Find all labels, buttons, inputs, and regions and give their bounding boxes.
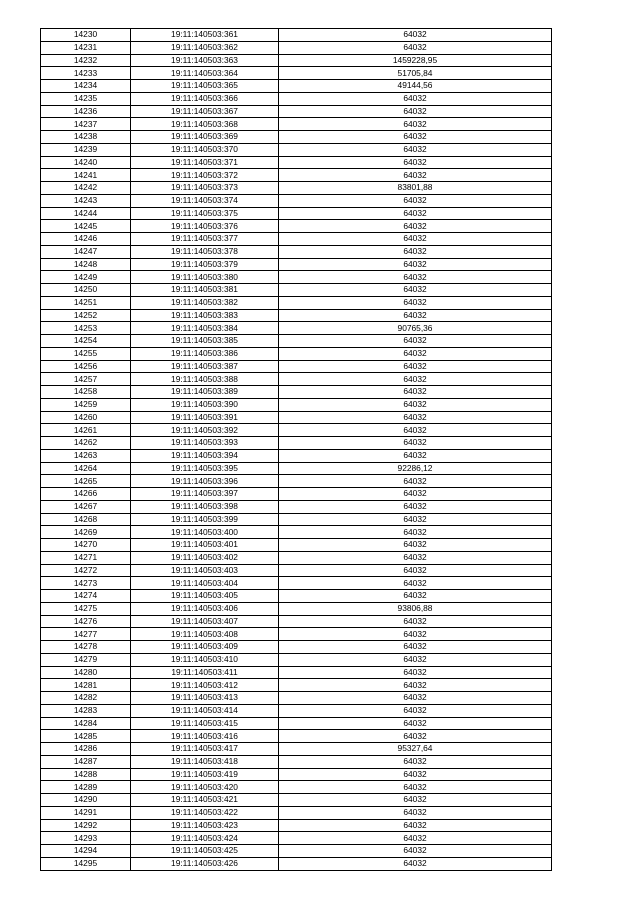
table-row [41, 105, 552, 118]
row-value-cell: 64032 [279, 194, 552, 207]
table-row [41, 271, 552, 284]
row-timestamp-cell: 19:11:140503:419 [131, 768, 279, 781]
row-value-cell: 64032 [279, 717, 552, 730]
row-id-cell: 14278 [41, 641, 131, 654]
row-value-cell: 64032 [279, 398, 552, 411]
row-value-cell: 64032 [279, 845, 552, 858]
table-row [41, 373, 552, 386]
row-value-cell: 64032 [279, 781, 552, 794]
row-id-cell: 14294 [41, 845, 131, 858]
row-timestamp-cell: 19:11:140503:401 [131, 539, 279, 552]
row-timestamp-cell: 19:11:140503:365 [131, 80, 279, 93]
row-value-cell: 64032 [279, 169, 552, 182]
row-id-cell: 14253 [41, 322, 131, 335]
row-value-cell: 64032 [279, 296, 552, 309]
row-timestamp-cell: 19:11:140503:366 [131, 92, 279, 105]
row-timestamp-cell: 19:11:140503:415 [131, 717, 279, 730]
row-id-cell: 14291 [41, 806, 131, 819]
table-row [41, 347, 552, 360]
row-timestamp-cell: 19:11:140503:418 [131, 755, 279, 768]
row-value-cell: 83801,88 [279, 182, 552, 195]
row-id-cell: 14285 [41, 730, 131, 743]
row-id-cell: 14265 [41, 475, 131, 488]
row-id-cell: 14250 [41, 284, 131, 297]
table-row [41, 526, 552, 539]
row-timestamp-cell: 19:11:140503:375 [131, 207, 279, 220]
table-row [41, 437, 552, 450]
table-row [41, 679, 552, 692]
row-value-cell: 64032 [279, 564, 552, 577]
row-value-cell: 64032 [279, 220, 552, 233]
row-value-cell: 93806,88 [279, 602, 552, 615]
row-timestamp-cell: 19:11:140503:411 [131, 666, 279, 679]
row-timestamp-cell: 19:11:140503:381 [131, 284, 279, 297]
table-row [41, 284, 552, 297]
row-value-cell: 64032 [279, 794, 552, 807]
row-id-cell: 14235 [41, 92, 131, 105]
row-timestamp-cell: 19:11:140503:412 [131, 679, 279, 692]
table-row [41, 462, 552, 475]
row-value-cell: 64032 [279, 819, 552, 832]
row-timestamp-cell: 19:11:140503:407 [131, 615, 279, 628]
row-value-cell: 1459228,95 [279, 54, 552, 67]
table-row [41, 666, 552, 679]
table-row [41, 143, 552, 156]
table-row [41, 92, 552, 105]
row-value-cell: 64032 [279, 233, 552, 246]
row-timestamp-cell: 19:11:140503:413 [131, 692, 279, 705]
table-body [41, 29, 552, 871]
row-timestamp-cell: 19:11:140503:399 [131, 513, 279, 526]
table-row [41, 169, 552, 182]
row-value-cell: 64032 [279, 92, 552, 105]
row-id-cell: 14246 [41, 233, 131, 246]
row-id-cell: 14292 [41, 819, 131, 832]
row-id-cell: 14240 [41, 156, 131, 169]
row-id-cell: 14286 [41, 743, 131, 756]
row-value-cell: 95327,64 [279, 743, 552, 756]
row-timestamp-cell: 19:11:140503:368 [131, 118, 279, 131]
row-id-cell: 14255 [41, 347, 131, 360]
row-value-cell: 64032 [279, 526, 552, 539]
row-id-cell: 14248 [41, 258, 131, 271]
row-value-cell: 64032 [279, 105, 552, 118]
table-row [41, 781, 552, 794]
table-row [41, 182, 552, 195]
row-timestamp-cell: 19:11:140503:403 [131, 564, 279, 577]
row-value-cell: 64032 [279, 271, 552, 284]
table-row [41, 220, 552, 233]
row-value-cell: 64032 [279, 730, 552, 743]
row-value-cell: 64032 [279, 488, 552, 501]
row-timestamp-cell: 19:11:140503:391 [131, 411, 279, 424]
row-timestamp-cell: 19:11:140503:409 [131, 641, 279, 654]
row-id-cell: 14282 [41, 692, 131, 705]
row-timestamp-cell: 19:11:140503:404 [131, 577, 279, 590]
row-id-cell: 14245 [41, 220, 131, 233]
row-id-cell: 14230 [41, 29, 131, 42]
row-timestamp-cell: 19:11:140503:408 [131, 628, 279, 641]
row-timestamp-cell: 19:11:140503:363 [131, 54, 279, 67]
row-timestamp-cell: 19:11:140503:424 [131, 832, 279, 845]
row-timestamp-cell: 19:11:140503:377 [131, 233, 279, 246]
row-id-cell: 14279 [41, 653, 131, 666]
row-id-cell: 14252 [41, 309, 131, 322]
table-row [41, 131, 552, 144]
row-timestamp-cell: 19:11:140503:414 [131, 704, 279, 717]
row-value-cell: 64032 [279, 806, 552, 819]
row-value-cell: 64032 [279, 704, 552, 717]
row-id-cell: 14257 [41, 373, 131, 386]
table-row [41, 156, 552, 169]
row-timestamp-cell: 19:11:140503:426 [131, 857, 279, 870]
row-value-cell: 64032 [279, 539, 552, 552]
row-timestamp-cell: 19:11:140503:420 [131, 781, 279, 794]
row-id-cell: 14251 [41, 296, 131, 309]
row-value-cell: 64032 [279, 284, 552, 297]
table-row [41, 296, 552, 309]
row-timestamp-cell: 19:11:140503:385 [131, 335, 279, 348]
table-row [41, 207, 552, 220]
row-timestamp-cell: 19:11:140503:361 [131, 29, 279, 42]
row-id-cell: 14259 [41, 398, 131, 411]
row-id-cell: 14263 [41, 449, 131, 462]
row-timestamp-cell: 19:11:140503:384 [131, 322, 279, 335]
row-timestamp-cell: 19:11:140503:406 [131, 602, 279, 615]
row-id-cell: 14290 [41, 794, 131, 807]
row-timestamp-cell: 19:11:140503:392 [131, 424, 279, 437]
table-row [41, 398, 552, 411]
row-timestamp-cell: 19:11:140503:380 [131, 271, 279, 284]
table-row [41, 551, 552, 564]
row-value-cell: 64032 [279, 768, 552, 781]
row-value-cell: 64032 [279, 207, 552, 220]
row-value-cell: 64032 [279, 679, 552, 692]
row-id-cell: 14249 [41, 271, 131, 284]
row-value-cell: 64032 [279, 666, 552, 679]
row-timestamp-cell: 19:11:140503:417 [131, 743, 279, 756]
row-value-cell: 64032 [279, 449, 552, 462]
table-row [41, 118, 552, 131]
data-table [40, 28, 552, 871]
row-value-cell: 90765,36 [279, 322, 552, 335]
row-id-cell: 14264 [41, 462, 131, 475]
row-timestamp-cell: 19:11:140503:370 [131, 143, 279, 156]
row-value-cell: 64032 [279, 335, 552, 348]
row-id-cell: 14231 [41, 41, 131, 54]
row-id-cell: 14244 [41, 207, 131, 220]
table-row [41, 794, 552, 807]
row-timestamp-cell: 19:11:140503:371 [131, 156, 279, 169]
table-row [41, 539, 552, 552]
table-row [41, 67, 552, 80]
row-id-cell: 14288 [41, 768, 131, 781]
row-timestamp-cell: 19:11:140503:397 [131, 488, 279, 501]
row-value-cell: 64032 [279, 641, 552, 654]
table-row [41, 194, 552, 207]
row-value-cell: 92286,12 [279, 462, 552, 475]
table-row [41, 692, 552, 705]
row-value-cell: 49144,56 [279, 80, 552, 93]
table-row [41, 233, 552, 246]
table-row [41, 628, 552, 641]
row-value-cell: 64032 [279, 577, 552, 590]
table-row [41, 768, 552, 781]
row-timestamp-cell: 19:11:140503:379 [131, 258, 279, 271]
table-row [41, 488, 552, 501]
row-id-cell: 14266 [41, 488, 131, 501]
table-row [41, 819, 552, 832]
row-timestamp-cell: 19:11:140503:395 [131, 462, 279, 475]
row-timestamp-cell: 19:11:140503:374 [131, 194, 279, 207]
row-timestamp-cell: 19:11:140503:389 [131, 386, 279, 399]
row-id-cell: 14238 [41, 131, 131, 144]
row-value-cell: 64032 [279, 832, 552, 845]
row-value-cell: 64032 [279, 386, 552, 399]
row-value-cell: 64032 [279, 373, 552, 386]
table-row [41, 475, 552, 488]
row-timestamp-cell: 19:11:140503:396 [131, 475, 279, 488]
table-row [41, 602, 552, 615]
row-timestamp-cell: 19:11:140503:369 [131, 131, 279, 144]
row-value-cell: 64032 [279, 347, 552, 360]
table-row [41, 743, 552, 756]
row-value-cell: 64032 [279, 437, 552, 450]
row-id-cell: 14272 [41, 564, 131, 577]
row-value-cell: 64032 [279, 360, 552, 373]
row-value-cell: 64032 [279, 245, 552, 258]
row-value-cell: 64032 [279, 692, 552, 705]
row-timestamp-cell: 19:11:140503:382 [131, 296, 279, 309]
table-row [41, 653, 552, 666]
row-id-cell: 14280 [41, 666, 131, 679]
table-row [41, 54, 552, 67]
row-timestamp-cell: 19:11:140503:398 [131, 500, 279, 513]
table-row [41, 386, 552, 399]
row-timestamp-cell: 19:11:140503:423 [131, 819, 279, 832]
row-value-cell: 64032 [279, 590, 552, 603]
table-row [41, 309, 552, 322]
row-id-cell: 14271 [41, 551, 131, 564]
row-id-cell: 14268 [41, 513, 131, 526]
row-id-cell: 14284 [41, 717, 131, 730]
row-value-cell: 64032 [279, 29, 552, 42]
table-row [41, 245, 552, 258]
table-row [41, 29, 552, 42]
row-timestamp-cell: 19:11:140503:383 [131, 309, 279, 322]
table-row [41, 717, 552, 730]
table-row [41, 424, 552, 437]
row-value-cell: 64032 [279, 857, 552, 870]
table-row [41, 845, 552, 858]
table-row [41, 577, 552, 590]
row-id-cell: 14283 [41, 704, 131, 717]
table-row [41, 500, 552, 513]
row-value-cell: 64032 [279, 309, 552, 322]
table-row [41, 513, 552, 526]
row-timestamp-cell: 19:11:140503:421 [131, 794, 279, 807]
row-timestamp-cell: 19:11:140503:367 [131, 105, 279, 118]
row-id-cell: 14243 [41, 194, 131, 207]
row-id-cell: 14276 [41, 615, 131, 628]
table-row [41, 80, 552, 93]
row-value-cell: 64032 [279, 500, 552, 513]
row-timestamp-cell: 19:11:140503:373 [131, 182, 279, 195]
row-timestamp-cell: 19:11:140503:393 [131, 437, 279, 450]
row-timestamp-cell: 19:11:140503:416 [131, 730, 279, 743]
row-timestamp-cell: 19:11:140503:390 [131, 398, 279, 411]
row-timestamp-cell: 19:11:140503:400 [131, 526, 279, 539]
row-value-cell: 64032 [279, 513, 552, 526]
row-id-cell: 14270 [41, 539, 131, 552]
table-row [41, 615, 552, 628]
row-id-cell: 14254 [41, 335, 131, 348]
row-timestamp-cell: 19:11:140503:376 [131, 220, 279, 233]
row-id-cell: 14262 [41, 437, 131, 450]
table-row [41, 704, 552, 717]
row-id-cell: 14289 [41, 781, 131, 794]
row-id-cell: 14239 [41, 143, 131, 156]
row-timestamp-cell: 19:11:140503:387 [131, 360, 279, 373]
row-value-cell: 64032 [279, 615, 552, 628]
row-timestamp-cell: 19:11:140503:378 [131, 245, 279, 258]
table-row [41, 641, 552, 654]
row-id-cell: 14269 [41, 526, 131, 539]
row-timestamp-cell: 19:11:140503:422 [131, 806, 279, 819]
row-timestamp-cell: 19:11:140503:364 [131, 67, 279, 80]
row-id-cell: 14287 [41, 755, 131, 768]
row-timestamp-cell: 19:11:140503:386 [131, 347, 279, 360]
row-id-cell: 14260 [41, 411, 131, 424]
table-row [41, 449, 552, 462]
row-value-cell: 64032 [279, 424, 552, 437]
row-value-cell: 64032 [279, 475, 552, 488]
row-value-cell: 51705,84 [279, 67, 552, 80]
row-id-cell: 14232 [41, 54, 131, 67]
row-id-cell: 14241 [41, 169, 131, 182]
row-timestamp-cell: 19:11:140503:372 [131, 169, 279, 182]
row-id-cell: 14261 [41, 424, 131, 437]
table-row [41, 730, 552, 743]
table-row [41, 590, 552, 603]
row-value-cell: 64032 [279, 551, 552, 564]
row-timestamp-cell: 19:11:140503:402 [131, 551, 279, 564]
table-row [41, 832, 552, 845]
row-timestamp-cell: 19:11:140503:394 [131, 449, 279, 462]
row-id-cell: 14295 [41, 857, 131, 870]
row-value-cell: 64032 [279, 258, 552, 271]
row-value-cell: 64032 [279, 41, 552, 54]
row-id-cell: 14242 [41, 182, 131, 195]
table-row [41, 857, 552, 870]
row-id-cell: 14233 [41, 67, 131, 80]
row-timestamp-cell: 19:11:140503:410 [131, 653, 279, 666]
row-value-cell: 64032 [279, 653, 552, 666]
row-id-cell: 14267 [41, 500, 131, 513]
row-id-cell: 14275 [41, 602, 131, 615]
row-timestamp-cell: 19:11:140503:362 [131, 41, 279, 54]
table-row [41, 564, 552, 577]
row-id-cell: 14273 [41, 577, 131, 590]
row-id-cell: 14247 [41, 245, 131, 258]
table-row [41, 322, 552, 335]
row-id-cell: 14237 [41, 118, 131, 131]
row-value-cell: 64032 [279, 143, 552, 156]
table-row [41, 806, 552, 819]
row-id-cell: 14281 [41, 679, 131, 692]
row-value-cell: 64032 [279, 118, 552, 131]
row-timestamp-cell: 19:11:140503:425 [131, 845, 279, 858]
row-timestamp-cell: 19:11:140503:405 [131, 590, 279, 603]
row-value-cell: 64032 [279, 156, 552, 169]
row-id-cell: 14236 [41, 105, 131, 118]
table-row [41, 360, 552, 373]
row-value-cell: 64032 [279, 411, 552, 424]
row-id-cell: 14258 [41, 386, 131, 399]
row-value-cell: 64032 [279, 628, 552, 641]
table-row [41, 335, 552, 348]
row-value-cell: 64032 [279, 131, 552, 144]
row-timestamp-cell: 19:11:140503:388 [131, 373, 279, 386]
row-id-cell: 14234 [41, 80, 131, 93]
row-id-cell: 14274 [41, 590, 131, 603]
row-value-cell: 64032 [279, 755, 552, 768]
row-id-cell: 14256 [41, 360, 131, 373]
table-row [41, 258, 552, 271]
row-id-cell: 14293 [41, 832, 131, 845]
table-row [41, 41, 552, 54]
table-row [41, 755, 552, 768]
table-row [41, 411, 552, 424]
row-id-cell: 14277 [41, 628, 131, 641]
